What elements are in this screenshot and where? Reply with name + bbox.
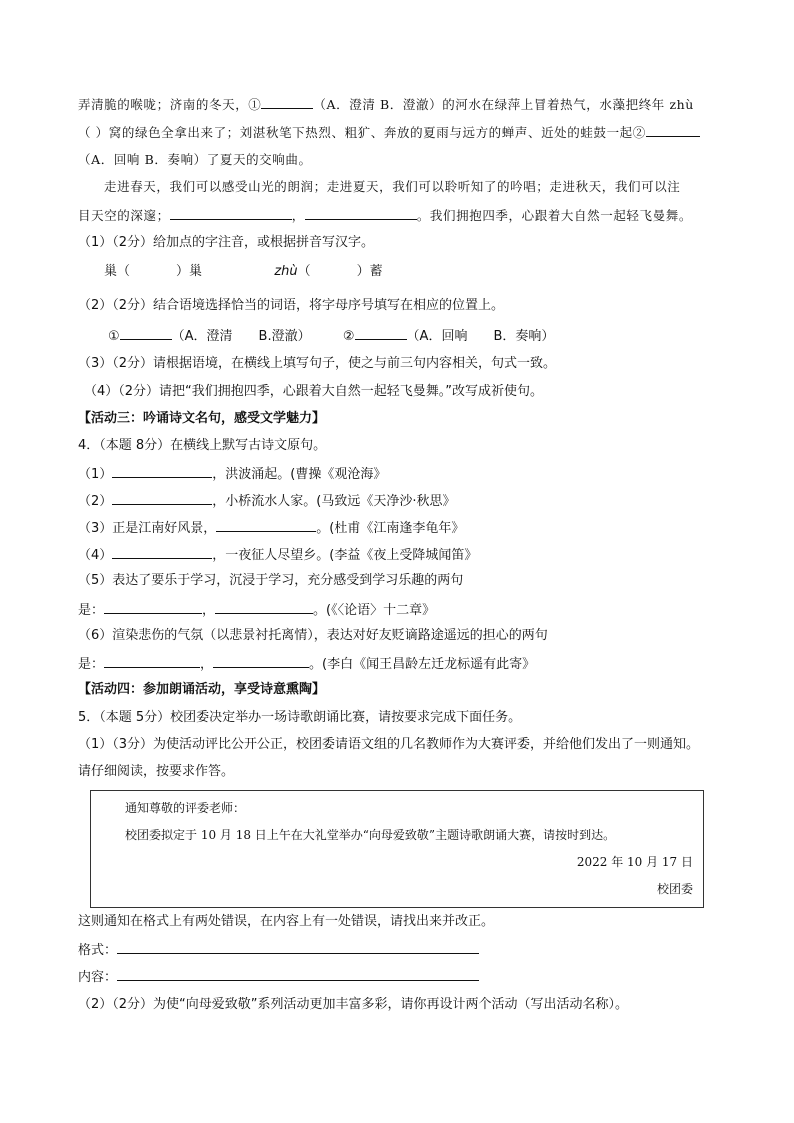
- question-text: （1）（3分）为使活动评比公开公正，校团委请语文组的几名教师作为大赛评委，并给他们发出了一则通知。: [78, 737, 700, 752]
- passage-text: ，: [291, 208, 305, 223]
- question-4-item: [78, 517, 724, 539]
- passage-line: [78, 205, 724, 226]
- option-text: （A．澄清 B.澄澈）: [171, 329, 311, 344]
- passage-text: 目天空的深邃；: [78, 208, 170, 223]
- content-answer-line: [78, 966, 724, 988]
- item-text: 是：: [78, 603, 105, 618]
- section-title: 【活动三：吟诵诗文名句，感受文学魅力】: [78, 411, 326, 426]
- answer-blank[interactable]: [104, 599, 202, 614]
- question-4-item: [78, 571, 724, 591]
- question-4-item: [78, 544, 724, 566]
- char-item: ）蓄: [356, 264, 383, 279]
- passage-text: 。我们拥抱四季，心跟着大自然一起轻飞曼舞。: [416, 208, 692, 223]
- answer-blank[interactable]: [112, 490, 212, 505]
- item-number: （4）: [78, 548, 113, 563]
- passage-line: [104, 177, 724, 197]
- passage-text: （A．澄清 B．澄澈）的河水在绿萍上冒着热气，水藻把终年 zhù: [313, 97, 694, 112]
- question-5-2: [78, 995, 774, 1015]
- passage-line: [78, 94, 724, 115]
- passage-text: 弄清脆的喉咙；济南的冬天，①: [78, 97, 262, 112]
- question-4-item: [78, 599, 724, 621]
- question-4-item: [78, 463, 724, 485]
- item-text: ，一夜征人尽望乡。(李益《夜上受降城闻笛》: [212, 548, 478, 563]
- answer-blank[interactable]: [215, 599, 313, 614]
- question-text: 5．（本题 5分）校团委决定举办一场诗歌朗诵比赛，请按要求完成下面任务。: [78, 710, 522, 725]
- question-3-1-items: [104, 262, 724, 282]
- passage-text: 走进春天，我们可以感受山光的朗润；走进夏天，我们可以聆听知了的吟唱；走进秋天，我们可以注: [104, 179, 681, 194]
- item-text: ，: [202, 603, 216, 618]
- item-text: ，: [200, 657, 214, 672]
- section-title: 【活动四：参加朗诵活动，享受诗意熏陶】: [78, 682, 326, 697]
- item-text: （6）渲染悲伤的气氛（以悲景衬托离情），表达对好友贬谪路途遥远的担心的两句: [78, 628, 548, 643]
- question-text: 4．（本题 8分）在横线上默写古诗文原句。: [78, 438, 327, 453]
- answer-blank[interactable]: [104, 653, 200, 668]
- question-text: 请仔细阅读，按要求作答。: [78, 764, 235, 779]
- item-number: （2）: [78, 494, 113, 509]
- answer-blank[interactable]: [261, 94, 313, 109]
- answer-label: 格式：: [78, 943, 118, 958]
- passage-line: [78, 122, 724, 143]
- answer-blank[interactable]: [120, 325, 172, 340]
- question-5-1: [78, 912, 724, 932]
- option-number: ②: [342, 329, 355, 344]
- question-4-item: [78, 653, 724, 675]
- answer-blank[interactable]: [170, 205, 292, 220]
- question-text: （3）（2分）请根据语境，在横线上填写句子，使之与前三句内容相关，句式一致。: [78, 356, 557, 371]
- answer-blank[interactable]: [646, 122, 700, 137]
- item-text: 。(李白《闻王昌龄左迁龙标遥有此寄》: [309, 657, 536, 672]
- char-item: （: [297, 264, 311, 279]
- question-4-item: [78, 490, 724, 512]
- option-text: （A．回响 B．奏响）: [406, 329, 555, 344]
- answer-blank[interactable]: [213, 653, 309, 668]
- notice-greeting: 通知尊敬的评委老师：: [125, 801, 246, 815]
- item-text: 是：: [78, 657, 105, 672]
- question-3-1: [78, 233, 724, 253]
- item-text: ，小桥流水人家。(马致远《天净沙·秋思》: [212, 494, 456, 509]
- question-3-3: [78, 354, 724, 374]
- item-text: ，洪波涌起。(曹操《观沧海》: [212, 467, 387, 482]
- notice-box: [90, 790, 704, 908]
- question-5-1: [78, 762, 724, 782]
- question-text: 这则通知在格式上有两处错误，在内容上有一处错误，请找出来并改正。: [78, 914, 495, 929]
- answer-blank[interactable]: [117, 939, 479, 954]
- question-5-title: [78, 708, 724, 728]
- answer-blank[interactable]: [112, 544, 212, 559]
- item-number: （1）: [78, 467, 113, 482]
- activity-heading: [78, 680, 724, 700]
- answer-label: 内容：: [78, 970, 118, 985]
- notice-body: 校团委拟定于 10 月 18 日上午在大礼堂举办“向母爱致敬”主题诗歌朗诵大赛，请按时到达。: [125, 828, 616, 842]
- pinyin-item: zhù: [274, 264, 298, 279]
- question-3-2: [78, 296, 724, 316]
- notice-signer: 校团委: [656, 882, 693, 896]
- char-item: 巢（: [104, 264, 131, 279]
- item-text: 。(杜甫《江南逢李龟年》: [316, 521, 465, 536]
- notice-date: 2022 年 10 月 17 日: [576, 855, 693, 869]
- option-number: ①: [108, 329, 120, 344]
- item-text: （3）正是江南好风景，: [78, 521, 217, 536]
- question-text: （2）（2分）结合语境选择恰当的词语，将字母序号填写在相应的位置上。: [78, 298, 505, 313]
- answer-blank[interactable]: [216, 517, 316, 532]
- question-4-item: [78, 626, 724, 646]
- passage-text: （ ）窝的绿色全拿出来了；刘湛秋笔下热烈、粗犷、奔放的夏雨与远方的蝉声、近处的蛙鼓一起②: [78, 125, 646, 140]
- answer-blank[interactable]: [355, 325, 407, 340]
- format-answer-line: [78, 939, 724, 961]
- question-text: （1）（2分）给加点的字注音，或根据拼音写汉字。: [78, 235, 375, 250]
- passage-line: [78, 150, 724, 170]
- question-text: （2）（2分）为使“向母爱致敬”系列活动更加丰富多彩，请你再设计两个活动（写出活动名称）。: [78, 997, 629, 1012]
- answer-blank[interactable]: [305, 205, 417, 220]
- item-text: 。(《〈论语〉十二章》: [313, 603, 436, 618]
- item-text: （5）表达了要乐于学习，沉浸于学习，充分感受到学习乐趣的两句: [78, 573, 464, 588]
- question-3-2-options: [108, 325, 724, 347]
- passage-text: （A．回响 B．奏响）了夏天的交响曲。: [78, 152, 312, 167]
- question-4-title: [78, 436, 724, 456]
- answer-blank[interactable]: [112, 463, 212, 478]
- activity-heading: [78, 409, 724, 429]
- answer-blank[interactable]: [117, 966, 479, 981]
- question-3-4: [84, 382, 724, 402]
- question-text: （4）（2分）请把“我们拥抱四季，心跟着大自然一起轻飞曼舞。”改写成祈使句。: [84, 384, 544, 399]
- question-5-1: [78, 735, 774, 755]
- char-item: ）巢: [176, 264, 203, 279]
